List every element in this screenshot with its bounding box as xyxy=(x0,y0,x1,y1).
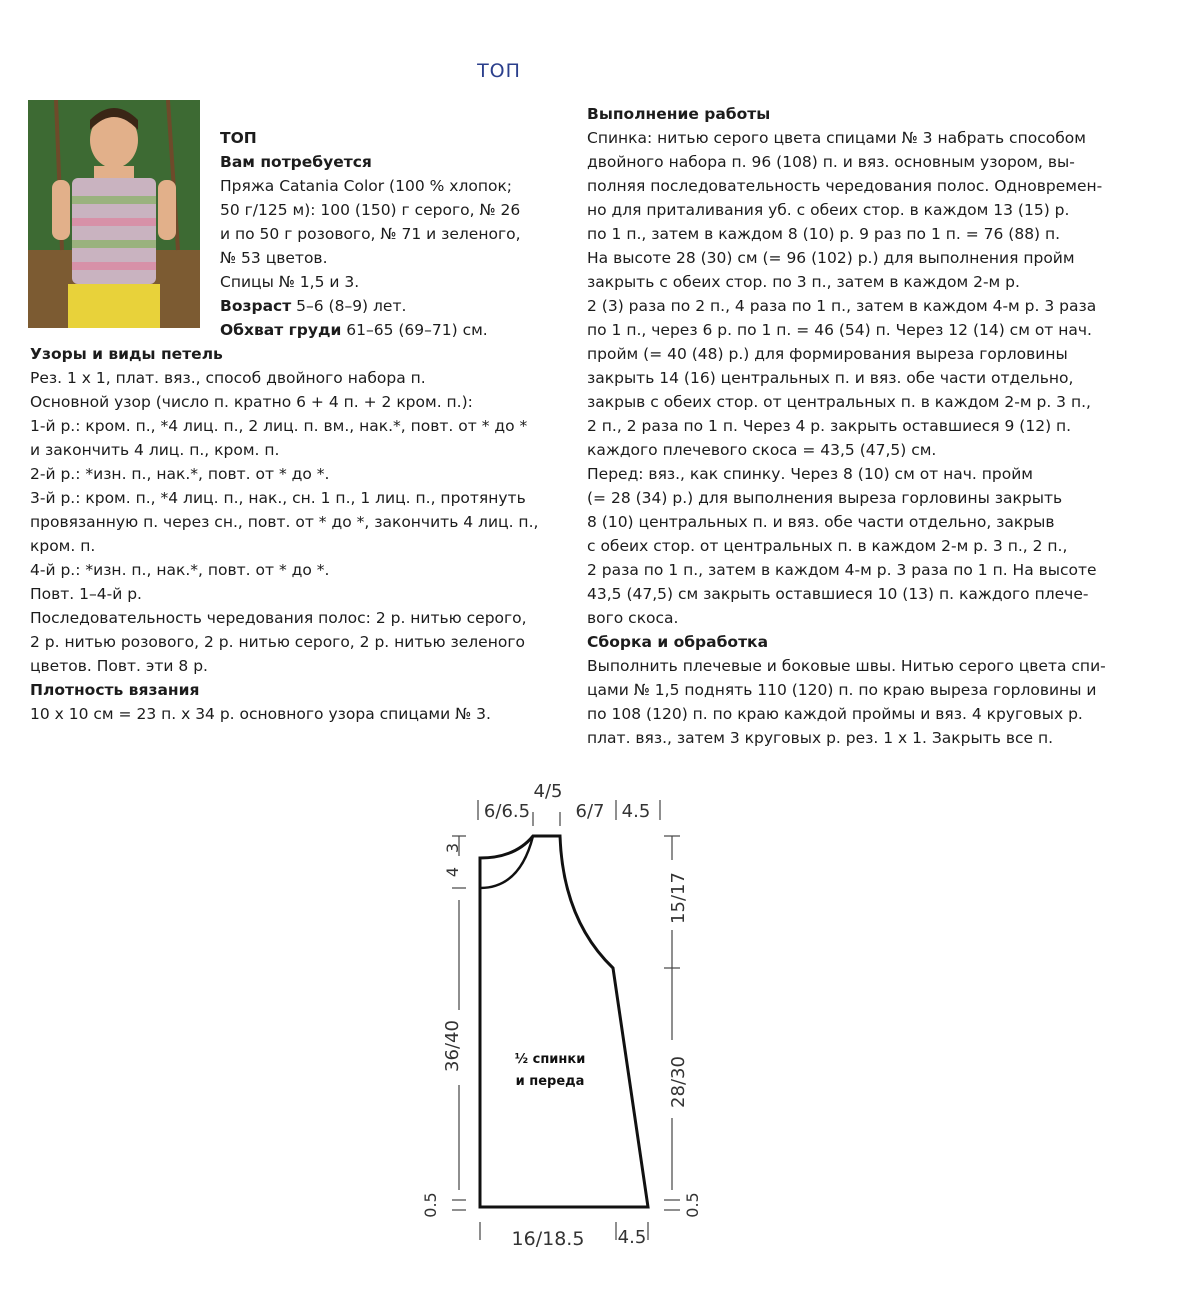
work-line: по 1 п., через 6 р. по 1 п. = 46 (54) п. Через 12 (14) см от нач. xyxy=(587,321,1092,339)
age-label: Возраст xyxy=(220,297,292,315)
patterns-line: Последовательность чередования полос: 2 р. нитью серого, xyxy=(30,609,527,627)
intro-heading: ТОП xyxy=(220,129,257,147)
chest-value: 61–65 (69–71) см. xyxy=(341,321,488,339)
assembly-heading: Сборка и обработка xyxy=(587,633,769,651)
work-line: двойного набора п. 96 (108) п. и вяз. основным узором, вы- xyxy=(587,153,1075,171)
dim-left-main: 36/40 xyxy=(442,1020,463,1072)
dim-left-top-a: 3 xyxy=(443,842,462,854)
patterns-line: и закончить 4 лиц. п., кром. п. xyxy=(30,441,280,459)
work-line: 2 раза по 1 п., затем в каждом 4-м р. 3 раза по 1 п. На высоте xyxy=(587,561,1097,579)
work-line: 2 п., 2 раза по 1 п. Через 4 р. закрыть оставшиеся 9 (12) п. xyxy=(587,417,1072,435)
work-line: закрыть 14 (16) центральных п. и вяз. обе части отдельно, xyxy=(587,369,1074,387)
dim-right-bottom: 0.5 xyxy=(683,1192,702,1218)
dim-right-main: 28/30 xyxy=(668,1056,689,1108)
work-line: (= 28 (34) р.) для выполнения выреза горловины закрыть xyxy=(587,489,1063,507)
assembly-line: Выполнить плечевые и боковые швы. Нитью серого цвета спи- xyxy=(587,657,1106,675)
dim-bottom-right: 4.5 xyxy=(617,1227,647,1248)
page-title: ТОП xyxy=(477,60,521,82)
chest-label: Обхват груди xyxy=(220,321,342,339)
patterns-line: Рез. 1 х 1, плат. вяз., способ двойного набора п. xyxy=(30,369,426,387)
assembly-line: плат. вяз., затем 3 круговых р. рез. 1 х 1. Закрыть все п. xyxy=(587,729,1054,747)
materials-line: Спицы № 1,5 и 3. xyxy=(220,273,360,291)
work-line: с обеих стор. от центральных п. в каждом 2-м р. 3 п., 2 п., xyxy=(587,537,1068,555)
work-heading: Выполнение работы xyxy=(587,105,771,123)
garment-outline xyxy=(480,836,648,1207)
work-line: На высоте 28 (30) см (= 96 (102) р.) для выполнения пройм xyxy=(587,249,1075,267)
assembly-line: цами № 1,5 поднять 110 (120) п. по краю выреза горловины и xyxy=(587,681,1097,699)
assembly-line: по 108 (120) п. по краю каждой проймы и вяз. 4 круговых р. xyxy=(587,705,1083,723)
work-line: но для приталивания уб. с обеих стор. в каждом 13 (15) р. xyxy=(587,201,1070,219)
patterns-line: 4-й р.: *изн. п., нак.*, повт. от * до *. xyxy=(30,561,330,579)
dim-left-top-b: 4 xyxy=(443,866,462,878)
piece-label-line1: ½ спинки xyxy=(514,1052,586,1067)
materials-line: и по 50 г розового, № 71 и зеленого, xyxy=(220,225,521,243)
materials-line: Пряжа Catania Color (100 % хлопок; xyxy=(220,177,513,195)
dim-right-top: 15/17 xyxy=(668,872,689,924)
work-line: Спинка: нитью серого цвета спицами № 3 набрать способом xyxy=(587,129,1086,147)
dim-top-neck: 4/5 xyxy=(533,781,563,802)
patterns-line: 3-й р.: кром. п., *4 лиц. п., нак., сн. 1 п., 1 лиц. п., протянуть xyxy=(30,489,526,507)
patterns-line: кром. п. xyxy=(30,537,96,555)
work-line: закрыть с обеих стор. по 3 п., затем в каждом 2-м р. xyxy=(587,273,1020,291)
gauge-heading: Плотность вязания xyxy=(30,681,200,699)
work-line: каждого плечевого скоса = 43,5 (47,5) см. xyxy=(587,441,937,459)
work-line: 43,5 (47,5) см закрыть оставшиеся 10 (13) п. каждого плече- xyxy=(587,585,1089,603)
work-line: полняя последовательность чередования полос. Одновремен- xyxy=(587,177,1103,195)
work-line: вого скоса. xyxy=(587,609,679,627)
patterns-line: провязанную п. через сн., повт. от * до *, закончить 4 лиц. п., xyxy=(30,513,539,531)
work-line: пройм (= 40 (48) р.) для формирования выреза горловины xyxy=(587,345,1068,363)
age-value: 5–6 (8–9) лет. xyxy=(291,297,407,315)
patterns-line: Повт. 1–4-й р. xyxy=(30,585,142,603)
dim-top-far-right: 4.5 xyxy=(621,801,651,822)
patterns-line: Основной узор (число п. кратно 6 + 4 п. + 2 кром. п.): xyxy=(30,393,473,411)
materials-heading: Вам потребуется xyxy=(220,153,372,171)
patterns-line: 1-й р.: кром. п., *4 лиц. п., 2 лиц. п. вм., нак.*, повт. от * до * xyxy=(30,417,528,435)
dim-bottom-main: 16/18.5 xyxy=(511,1228,585,1250)
dim-top-left: 6/6.5 xyxy=(483,801,531,822)
work-line: 8 (10) центральных п. и вяз. обе части отдельно, закрыв xyxy=(587,513,1055,531)
gauge-text: 10 х 10 см = 23 п. х 34 р. основного узора спицами № 3. xyxy=(30,705,491,723)
work-line: Перед: вяз., как спинку. Через 8 (10) см от нач. пройм xyxy=(587,465,1034,483)
work-line: по 1 п., затем в каждом 8 (10) р. 9 раз по 1 п. = 76 (88) п. xyxy=(587,225,1061,243)
dim-top-right: 6/7 xyxy=(575,801,605,822)
work-line: 2 (3) раза по 2 п., 4 раза по 1 п., затем в каждом 4-м р. 3 раза xyxy=(587,297,1097,315)
dim-left-bottom: 0.5 xyxy=(421,1192,440,1218)
piece-label-line2: и переда xyxy=(515,1074,585,1089)
work-line: закрыв с обеих стор. от центральных п. в каждом 2-м р. 3 п., xyxy=(587,393,1091,411)
patterns-line: 2 р. нитью розового, 2 р. нитью серого, 2 р. нитью зеленого xyxy=(30,633,525,651)
patterns-line: цветов. Повт. эти 8 р. xyxy=(30,657,208,675)
patterns-line: 2-й р.: *изн. п., нак.*, повт. от * до *. xyxy=(30,465,330,483)
materials-line: 50 г/125 м): 100 (150) г серого, № 26 xyxy=(220,201,521,219)
materials-line: № 53 цветов. xyxy=(220,249,328,267)
patterns-heading: Узоры и виды петель xyxy=(30,345,223,363)
